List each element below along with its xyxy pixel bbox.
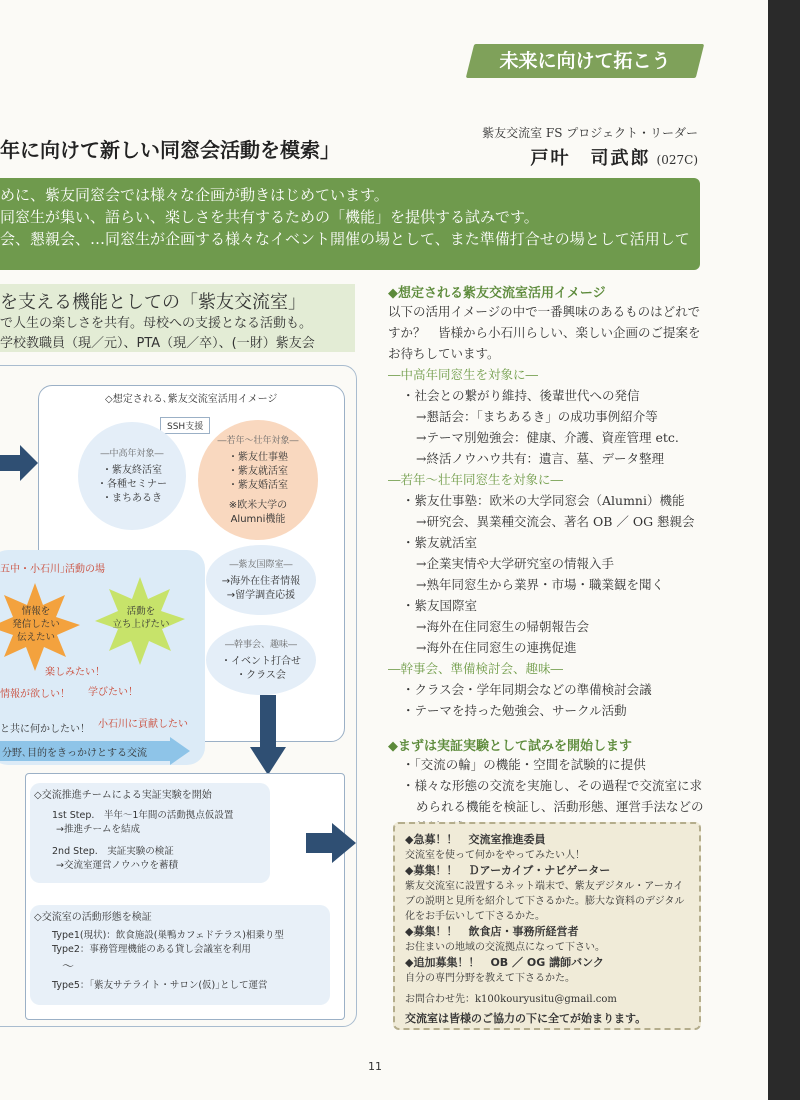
list-item: →懇話会：「まちあるき」の成功事例紹介等 [416,409,658,424]
team-line: →推進チームを結成 [56,824,140,835]
concept-diagram [0,365,360,1030]
group-heading: ―中高年同窓生を対象に― [388,367,539,382]
phrase: 学びたい！ [88,687,138,698]
article-title: 年に向けて新しい同窓会活動を模索」 [0,138,340,162]
recruit-title: ◆募集！！ Ｄアーカイブ・ナビゲーター [405,864,611,877]
phrase: 小石川に貢献したい [98,719,188,730]
list-item: →テーマ別勉強会：健康、介護、資産管理 etc. [416,430,679,445]
list-item: ・紫友仕事塾：欧米の大学同窓会（Alumni）機能 [402,493,685,508]
young-circle [198,420,318,540]
right-column [388,282,708,838]
intro-line: めに、紫友同窓会では様々な企画が動きはじめています。 [0,186,389,204]
recruit-text: 自分の専門分野を教えて下さるかた。 [405,973,575,984]
circle-item: ・まちあるき [102,492,162,504]
form-line: Type5：｢紫友サテライト・サロン(仮)｣として運営 [52,980,268,991]
circle-note: ※欧米大学の [228,499,288,511]
phrase: と共に何かしたい！ [0,724,90,735]
star-line: 伝えたい [16,632,55,643]
recruit-box [393,822,701,1030]
section-tag [466,44,704,78]
paragraph: 以下の活用イメージの中で一番興味のあるものはどれですか？ 皆様から小石川らしい、楽しい企画のご提案をお待ちしています。 [388,304,701,361]
contact-email: お問合わせ先：k100kouryusitu@gmail.com [405,994,617,1005]
circle-item: ・各種セミナー [97,478,167,490]
form-line: Type2：事務管理機能のある貸し会議室を利用 [52,944,251,955]
circle-item: ・紫友終活室 [102,464,162,476]
circle-title: ―幹事会、趣味― [224,639,297,650]
subsection-line: で人生の楽しさを共有。母校への支援となる活動も。 [0,316,313,331]
page-number: 11 [368,1060,382,1073]
flow-arrow-label: 分野､目的をきっかけとする交流 [2,748,147,759]
kokusai-circle [206,545,316,615]
circle-title: ―中高年対象― [100,448,164,459]
list-item: ・様々な形態の交流を実施し、その過程で交流室に求められる機能を検証し、活動形態、運営手法などの [402,778,704,814]
intro-box [0,178,700,270]
circle-item: ・紫友婚活室 [228,479,288,491]
team-line: 1st Step. 半年～1年間の活動拠点仮設置 [52,810,234,821]
list-item: ・テーマを持った勉強会、サークル活動 [402,703,627,718]
circle-item: ・イベント打合せ [221,655,301,667]
group-list [388,385,708,469]
activity-bubble-title: 五中・小石川｣活動の場 [0,564,105,575]
author-line [430,144,698,170]
circle-title: ―若年～壮年対象― [217,435,299,446]
recruit-title: ◆募集！！ 飲食店・事務所経営者 [405,925,579,938]
group-heading: ―若年～壮年同窓生を対象に― [388,472,564,487]
list-item: →海外在住同窓生の帰朝報告会 [416,619,589,634]
recruit-text: 交流室を使って何かをやってみたい人！ [405,850,585,861]
arrow-right-icon [0,445,40,481]
section-tag-label: 未来に向けて拓こう [499,50,671,72]
star-text [105,605,177,631]
subsection-box [0,284,355,352]
closing-line: 交流室は皆様のご協力の下に全てが始まります。 [405,1012,647,1025]
circle-item: ・紫友就活室 [228,465,288,477]
page-edge [768,0,800,1100]
star-line: 情報を [21,606,51,617]
list-item: →海外在住同窓生の連携促進 [416,640,577,655]
team-line: 2nd Step. 実証実験の検証 [52,846,174,857]
team-title: ◇交流推進チームによる実証実験を開始 [34,790,212,801]
list-item: →熟年同窓生から業界・市場・職業観を聞く [416,577,664,592]
list-item: ・社会との繋がり維持、後輩世代への発信 [402,388,640,403]
circle-item: →海外在住者情報 [221,575,301,587]
form-line: Type1(現状)：飲食施設(巣鴨カフェドテラス)相乗り型 [52,930,284,941]
recruit-text: 紫友交流室に設置するネット端末で、紫友デジタル・アーカイブの説明と見所を紹介して下さるかた。膨大な資料のデジタル化をお手伝いして下さるかた。 [405,881,685,922]
arrow-right-icon [306,823,356,863]
star-text [0,605,72,644]
arrow-down-icon [250,695,286,775]
diagram-top-title: ◇想定される､紫友交流室活用イメージ [105,394,278,405]
list-item: →研究会、異業種交流会、著名 OB ／ OG 懇親会 [416,514,695,529]
author-class: (027C) [656,153,698,167]
section-heading: ◆想定される紫友交流室活用イメージ [388,286,606,301]
phrase: 情報が欲しい！ [0,689,70,700]
form-line: 〜 [62,959,75,973]
intro-line: 会、懇親会、…同窓生が企画する様々なイベント開催の場として、また準備打合せの場として活用して [0,230,690,248]
recruit-title: ◆追加募集！！ OB ／ OG 講師バンク [405,956,604,969]
middle-age-circle [78,422,186,530]
author-name: 戸叶 司武郎 [530,148,651,169]
intro-line: 同窓生が集い、語らい、楽しさを共有するための「機能」を提供する試みです。 [0,208,539,226]
section-heading: ◆まずは実証実験として試みを開始します [388,739,632,754]
group-list [388,679,708,721]
circle-title: ―紫友国際室― [229,559,293,570]
list-item: ・紫友就活室 [402,535,478,550]
form-title: ◇交流室の活動形態を検証 [34,912,152,923]
list-item: →企業実情や大学研究室の情報入手 [416,556,614,571]
list-item: →終活ノウハウ共有：遺言、墓、データ整理 [416,451,664,466]
author-role: 紫友交流室 FS プロジェクト・リーダー [482,126,698,140]
phrase: 楽しみたい！ [45,667,105,678]
recruit-text: お住まいの地域の交流拠点になって下さい。 [405,942,605,953]
star-line: 活動を [126,606,156,617]
ssh-badge: SSH支援 [160,417,210,434]
circle-item: ・クラス会 [236,669,286,681]
team-line: →交流室運営ノウハウを蓄積 [56,860,178,871]
subsection-heading: を支える機能としての「紫友交流室」 [0,292,306,313]
group-heading: ―幹事会、準備検討会、趣味― [388,661,564,676]
subsection-line: 学校教職員（現／元）、PTA（現／卒）、(一財）紫友会 [0,336,315,351]
circle-item: →留学調査応援 [226,589,296,601]
list-item: ・「交流の輪」の機能・空間を試験的に提供 [402,757,646,772]
star-line: 発信したい [12,619,60,630]
list-item: ・紫友国際室 [402,598,478,613]
circle-note: Alumni機能 [230,513,286,525]
recruit-title: ◆急募！！ 交流室推進委員 [405,833,546,846]
star-line: 立ち上げたい [112,619,170,630]
group-list [388,490,708,658]
circle-item: ・紫友仕事塾 [228,451,288,463]
kanji-circle [206,625,316,695]
list-item: ・クラス会・学年同期会などの準備検討会議 [402,682,652,697]
